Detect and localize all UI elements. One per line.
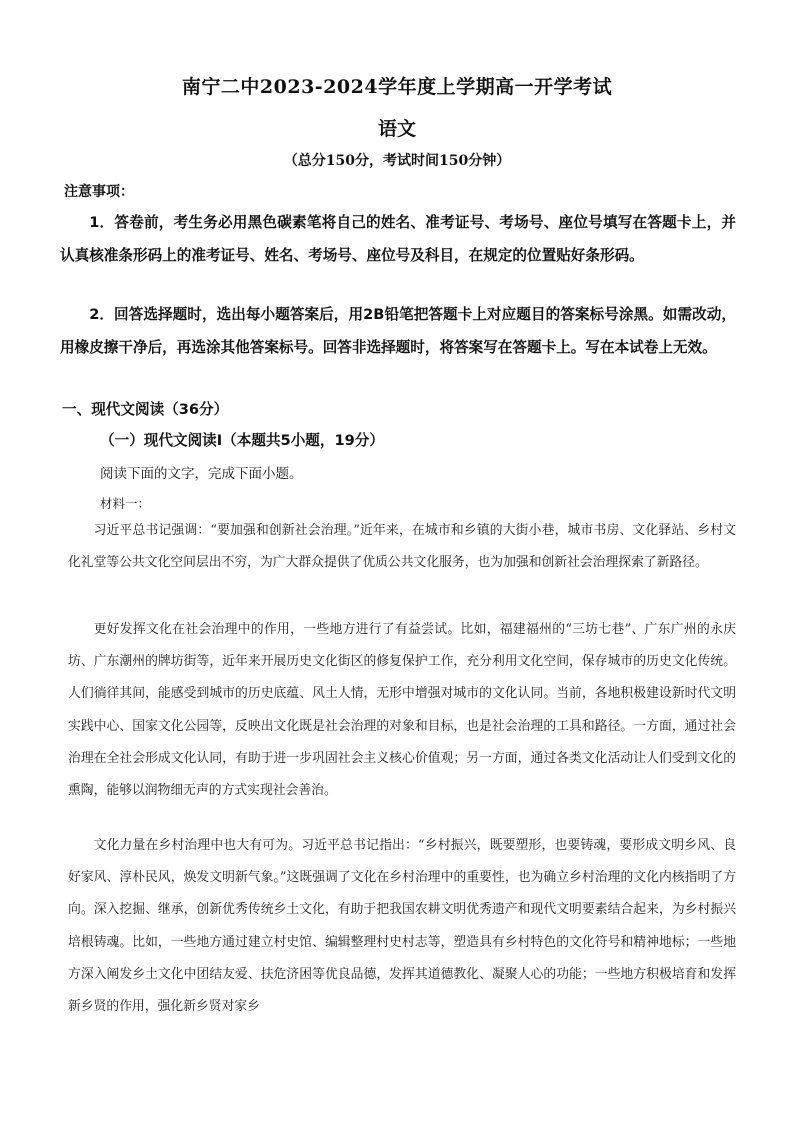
notice-item-2: 2．回答选择题时，选出每小题答案后，用2B铅笔把答题卡上对应题目的答案标号涂黑。如需改动，用橡皮擦干净后，再选涂其他答案标号。回答非选择题时，将答案写在答题卡上。写在本试卷上无效。	[60, 306, 736, 356]
material-paragraph-3: 文化力量在乡村治理中也大有可为。习近平总书记指出：“乡村振兴，既要塑形，也要铸魂，要形成文明乡风、良好家风、淳朴民风，焕发文明新气象。”这既强调了文化在乡村治理中的重要性，也为确立乡村治理的文化内核指明了方向。深入挖掘、继承，创新优秀传统乡土文化，有助于把我国农耕文明优秀遗产和现代文明要素结合起来，为乡村振兴培根铸魂。比如，一些地方通过建立村史馆、编辑整理村史村志等，塑造具有乡村特色的文化符号和精神地标；一些地方深入阐发乡土文化中团结友爱、扶危济困等优良品德，发挥其道德教化、凝聚人心的功能；一些地方积极培育和发挥新乡贤的作用，强化新乡贤对家乡	[68, 838, 736, 1015]
exam-title: 南宁二中2023-2024学年度上学期高一开学考试	[181, 76, 613, 98]
material-label: 材料一：	[100, 496, 151, 511]
material-paragraph-2: 更好发挥文化在社会治理中的作用，一些地方进行了有益尝试。比如，福建福州的“三坊七巷”、广东广州的永庆坊、广东潮州的牌坊街等，近年来开展历史文化街区的修复保护工作，充分利用文化空间，保存城市的历史文化传统。人们徜徉其间，能感受到城市的历史底蕴、风土人情，无形中增强对城市的文化认同。当前，各地积极建设新时代文明实践中心、国家文化公园等，反映出文化既是社会治理的对象和目标，也是社会治理的工具和路径。一方面，通过社会治理在全社会形成文化认同，有助于进一步巩固社会主义核心价值观；另一方面，通过各类文化活动让人们受到文化的熏陶，能够以润物细无声的方式实现社会善治。	[68, 622, 736, 799]
exam-subject: 语文	[377, 118, 416, 140]
material-paragraph-1: 习近平总书记强调：“要加强和创新社会治理。”近年来，在城市和乡镇的大街小巷，城市书房、文化驿站、乡村文化礼堂等公共文化空间层出不穷，为广大群众提供了优质公共文化服务，也为加强和创新社会治理探索了新路径。	[68, 523, 736, 571]
score-info: （总分150分，考试时间150分钟）	[283, 153, 511, 169]
reading-instruction: 阅读下面的文字，完成下面小题。	[100, 466, 303, 482]
notice-item-1: 1．答卷前，考生务必用黑色碳素笔将自己的姓名、准考证号、考场号、座位号填写在答题卡上，并认真核准条形码上的准考证号、姓名、考场号、座位号及科目，在规定的位置贴好条形码。	[60, 214, 736, 264]
section-sub-heading: （一）现代文阅读Ⅰ（本题共5小题，19分）	[100, 432, 384, 449]
section-heading: 一、现代文阅读（36分）	[62, 401, 229, 418]
notice-heading: 注意事项：	[64, 184, 134, 200]
